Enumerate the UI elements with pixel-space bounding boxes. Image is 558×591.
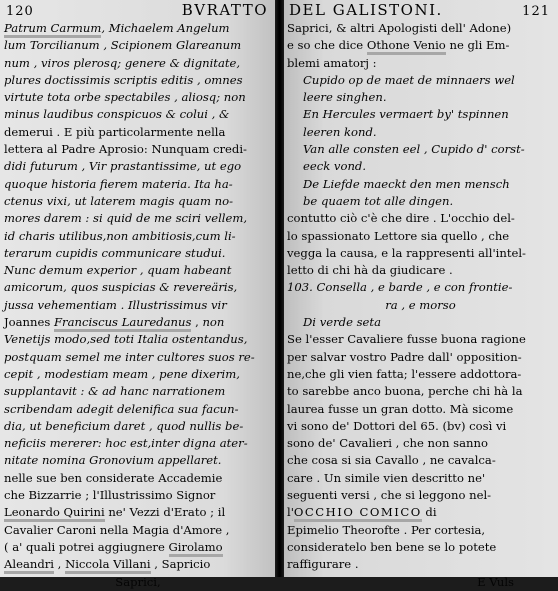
text-line: seguenti versi , che si leggono nel-	[287, 488, 492, 503]
text-line: e so che dice Othone Venio ne gli Em-	[287, 37, 554, 54]
text-line: Patrum Carmum, Michaelem Angelum	[4, 20, 272, 37]
text-line: raffigurare .	[287, 557, 359, 572]
catchword: E Vuls	[477, 574, 514, 589]
text-line: Se l'esser Cavaliere fusse buona ragione	[287, 332, 526, 347]
highlighted-name: Leonardo Quirini	[4, 505, 105, 522]
text-line: lum Torcilianum , Scipionem Glareanum	[4, 38, 242, 53]
text-line: lettera al Padre Aprosio: Nunquam credi-	[4, 142, 247, 157]
text-line: didi futurum , Vir prastantissime, ut ego	[4, 159, 242, 174]
text-line: laurea fusse un gran dotto. Mà sicome	[287, 401, 514, 416]
text-line: vegga la causa, e la rappresenti all'intel-	[287, 245, 526, 260]
text-line: sono de' Cavalieri , che non sanno	[287, 436, 488, 451]
text-line: neficiis mererer: hoc est,inter digna ater-	[4, 436, 248, 451]
text-line: num , viros plerosq; genere & dignitate,	[4, 55, 241, 70]
verse-line: Van alle consten eel , Cupido d' corst-	[303, 142, 525, 157]
text-line: che cosa si sia Cavallo , ne cavalca-	[287, 453, 496, 468]
right-page-number: 121	[522, 4, 550, 19]
text-line: lo spassionato Lettore sia quello , che	[287, 228, 510, 243]
text-line: ctenus vixi, ut laterem magis quam no-	[4, 193, 234, 208]
text-line: 103. Consella , e barde , e con frontie-	[287, 280, 513, 295]
verse-line: be quaem tot alle dingen.	[303, 193, 454, 208]
text-line: Di verde seta	[303, 315, 381, 330]
text-line: virtute tota orbe spectabiles , aliosq; non	[4, 90, 246, 105]
highlighted-name: Aleandri	[4, 557, 54, 574]
verse-line: Cupido op de maet de minnaers wel	[303, 72, 515, 87]
text-line: ( a' quali potrei aggiugnere Girolamo	[4, 539, 272, 556]
text-line: Epimelio Theorofte . Per cortesia,	[287, 522, 486, 537]
text-line: ra , e morso	[385, 297, 456, 312]
text-line: supplantavit : & ad hanc narrationem	[4, 384, 226, 399]
highlighted-name: Othone Venio	[367, 38, 446, 55]
highlighted-name: Girolamo	[169, 540, 223, 557]
text-line: care . Un simile vien descritto ne'	[287, 470, 486, 485]
left-page-number: 120	[6, 4, 34, 19]
text-line: minus laudibus conspicuos & colui , &	[4, 107, 230, 122]
text-line: cepit , modestiam meam , pene dixerim,	[4, 366, 240, 381]
text-line: Saprici, & altri Apologisti dell' Adone)	[287, 21, 512, 35]
text-line: postquam semel me inter cultores suos re-	[4, 349, 255, 364]
text-line: contutto ciò c'è che dire . L'occhio del-	[287, 211, 515, 226]
verse-line: leeren kond.	[303, 124, 377, 139]
left-head-title: BVRATTO	[181, 1, 268, 19]
text-line: demerui . E più particolarmente nella	[4, 124, 226, 139]
text-line: terarum cupidis communicare studui.	[4, 245, 226, 260]
text-line: scribendam adegit delenifica sua facun-	[4, 401, 239, 416]
verse-line: leere singhen.	[303, 90, 387, 105]
text-line: l'OCCHIO COMICO di	[287, 504, 554, 521]
highlighted-name: Niccola Villani	[65, 557, 151, 574]
text-line: Aleandri , Niccola Villani , Sapricio	[4, 556, 272, 573]
verse-line: De Liefde maeckt den men mensch	[303, 176, 510, 191]
verse-line: En Hercules vermaert by' tspinnen	[303, 107, 509, 122]
highlighted-title: OCCHIO COMICO	[294, 505, 422, 522]
right-running-head	[289, 0, 550, 20]
text-line: quoque historia fierem materia. Ita ha-	[4, 176, 233, 191]
text-line: dia, ut beneficium daret , quod nullis be-	[4, 418, 244, 433]
left-page	[0, 0, 276, 589]
text-line: letto di chi hà da giudicare .	[287, 263, 453, 278]
text-line: per salvar vostro Padre dall' opposition-	[287, 349, 522, 364]
text-line: to sarebbe anco buona, perche chi hà la	[287, 384, 523, 399]
right-body-text	[287, 20, 554, 591]
highlighted-name: Franciscus Lauredanus	[54, 315, 191, 332]
text-line: Joannes Franciscus Lauredanus , non	[4, 314, 272, 331]
highlighted-name: Patrum Carmum	[4, 21, 101, 38]
catchword: Saprici,	[115, 574, 161, 589]
text-line: che Bizzarrie ; l'Illustrissimo Signor	[4, 488, 216, 503]
right-page	[283, 0, 558, 589]
text-line: consideratelo ben bene se lo potete	[287, 539, 497, 554]
text-line: id charis utilibus,non ambitiosis,cum li-	[4, 228, 236, 243]
text-line: Nunc demum experior , quam habeant	[4, 263, 232, 278]
text-line: plures doctissimis scriptis editis , omnes	[4, 72, 243, 87]
left-running-head	[6, 0, 268, 20]
text-line: Leonardo Quirini ne' Vezzi d'Erato ; il	[4, 504, 272, 521]
text-line: Venetijs modo,sed toti Italia ostentandus,	[4, 332, 248, 347]
text-line: jussa vehementiam . Illustrissimus vir	[4, 297, 227, 312]
text-line: vi sono de' Dottori del 65. (bv) così vi	[287, 418, 507, 433]
verse-line: eeck vond.	[303, 159, 367, 174]
text-line: amicorum, quos suspicias & revereäris,	[4, 280, 238, 295]
left-body-text	[4, 20, 272, 591]
text-line: Cavalier Caroni nella Magia d'Amore ,	[4, 522, 230, 537]
text-line: ne,che gli vien fatta; l'essere addottora-	[287, 366, 522, 381]
text-line: blemi amatorj :	[287, 55, 377, 70]
text-line: nitate nomina Gronovium appellaret.	[4, 453, 222, 468]
text-line: nelle sue ben considerate Accademie	[4, 470, 223, 485]
text-line: mores darem : si quid de me sciri vellem,	[4, 211, 248, 226]
right-head-title: DEL GALISTONI.	[289, 1, 443, 19]
